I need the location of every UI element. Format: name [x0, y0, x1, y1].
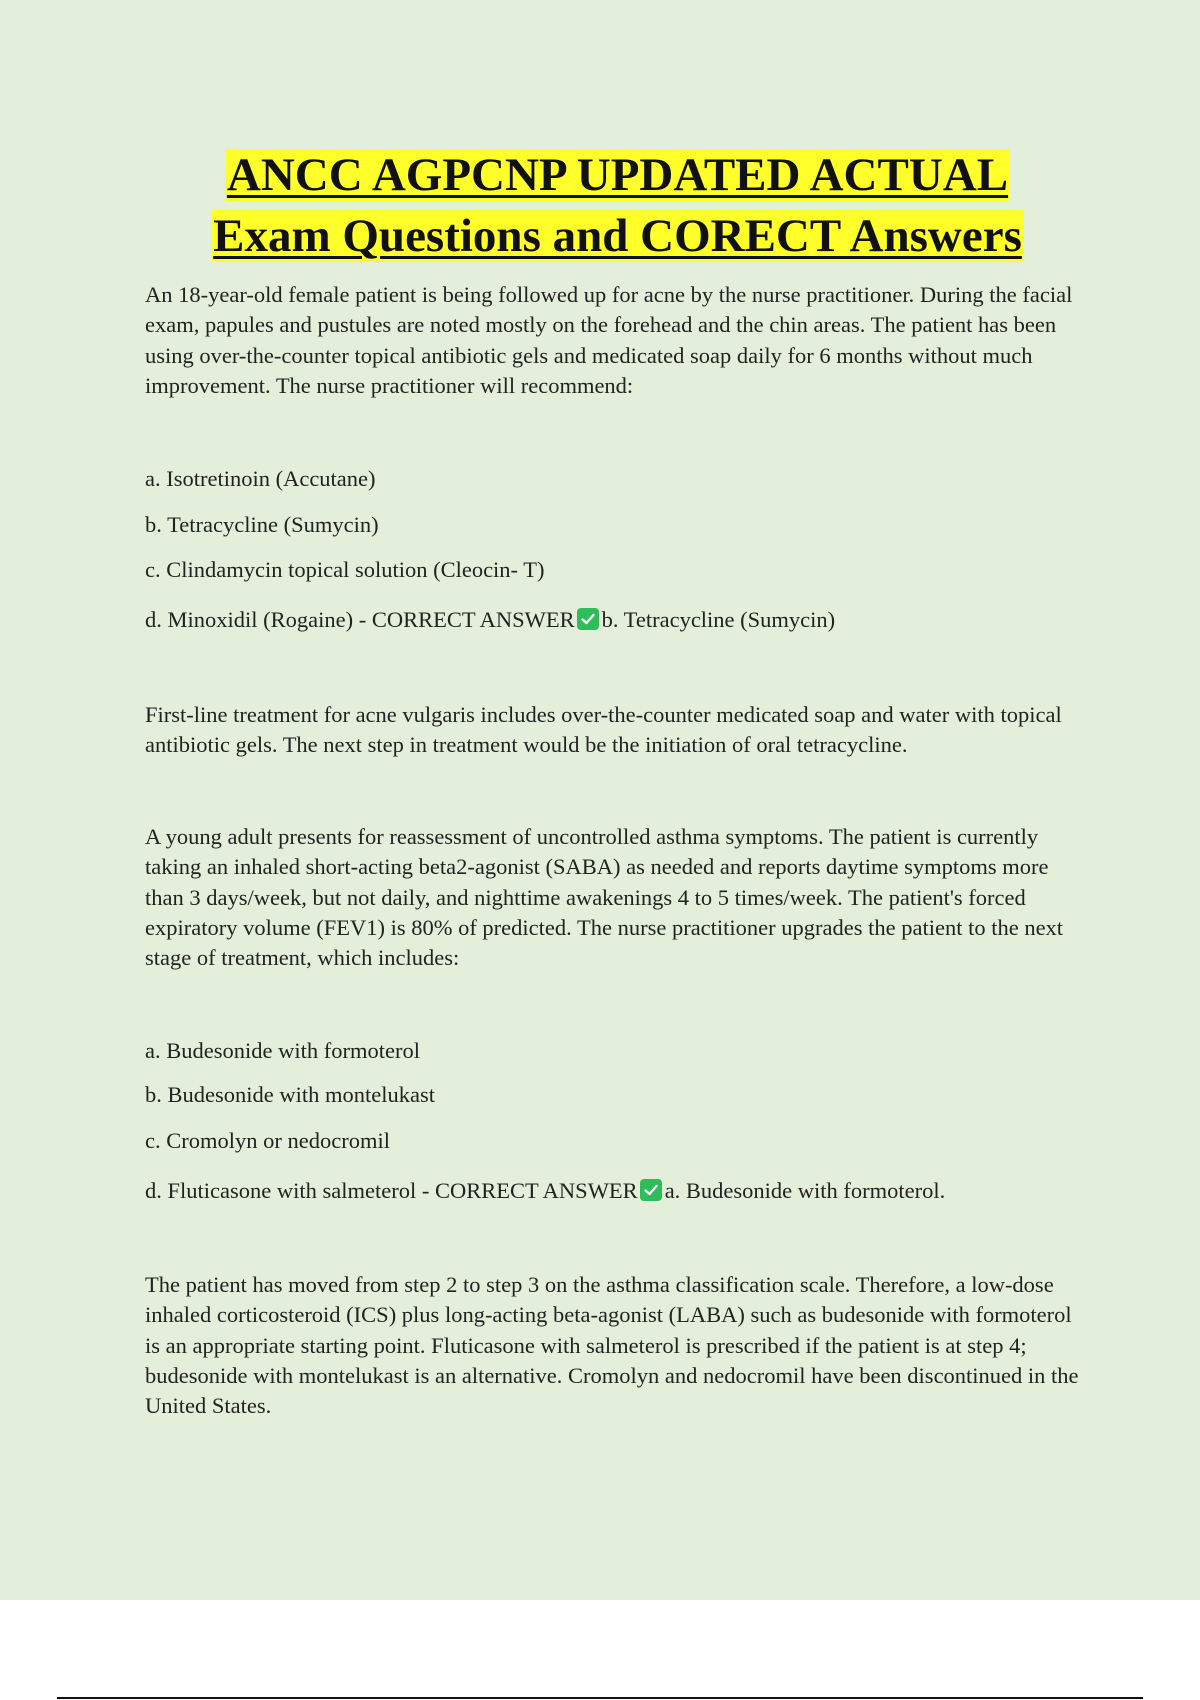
- question-1-option-d: d. Minoxidil (Rogaine) - CORRECT ANSWER: [145, 607, 575, 632]
- question-2-option-a: a. Budesonide with formoterol: [145, 1038, 420, 1063]
- question-1-rationale: First-line treatment for acne vulgaris includes over-the-counter medicated soap and water with topical antibiotic gels. The next step in treatment would be the initiation of oral tetracycline.: [145, 702, 1062, 758]
- question-2-option-b: b. Budesonide with montelukast: [145, 1082, 435, 1107]
- question-2-stem: A young adult presents for reassessment of uncontrolled asthma symptoms. The patient is currently taking an inhaled short-acting beta2-agonist (SABA) as needed and reports daytime symptoms more than 3 days/week, but not daily, and nighttime awakenings 4 to 5 times/week. The patient's forced expiratory volume (FEV1) is 80% of predicted. The nurse practitioner upgrades the patient to the next stage of treatment, which includes:: [145, 824, 1064, 971]
- question-1-option-b: b. Tetracycline (Sumycin): [145, 512, 379, 537]
- document-title: [195, 145, 1040, 267]
- question-1-stem: An 18-year-old female patient is being followed up for acne by the nurse practitioner. During the facial exam, papules and pustules are noted mostly on the forehead and the chin areas. The patient has been using over-the-counter topical antibiotic gels and medicated soap daily for 6 months without much improvement. The nurse practitioner will recommend:: [145, 282, 1073, 398]
- question-2-option-c: c. Cromolyn or nedocromil: [145, 1128, 390, 1153]
- question-2-option-d: d. Fluticasone with salmeterol - CORRECT ANSWER: [145, 1178, 638, 1203]
- question-1-option-c: c. Clindamycin topical solution (Cleocin- T): [145, 557, 545, 582]
- question-1-option-a: a. Isotretinoin (Accutane): [145, 466, 376, 491]
- title-line-1: ANCC AGPCNP UPDATED ACTUAL: [226, 149, 1009, 201]
- question-2-rationale: The patient has moved from step 2 to step 3 on the asthma classification scale. Therefore, a low-dose inhaled corticosteroid (ICS) plus long-acting beta-agonist (LABA) such as budesonide with formoterol is an appropriate starting point. Fluticasone with salmeterol is prescribed if the patient is at step 4; budesonide with montelukast is an alternative. Cromolyn and nedocromil have been discontinued in the United States.: [145, 1272, 1079, 1419]
- question-1-option-d-row: [145, 605, 835, 635]
- page-divider: [57, 1697, 1143, 1699]
- check-icon: [577, 608, 599, 630]
- question-2-answer: a. Budesonide with formoterol.: [664, 1178, 946, 1203]
- question-1-answer: b. Tetracycline (Sumycin): [601, 607, 836, 632]
- question-2-option-d-row: [145, 1176, 945, 1206]
- title-line-2: Exam Questions and CORECT Answers: [213, 210, 1022, 262]
- check-icon: [640, 1179, 662, 1201]
